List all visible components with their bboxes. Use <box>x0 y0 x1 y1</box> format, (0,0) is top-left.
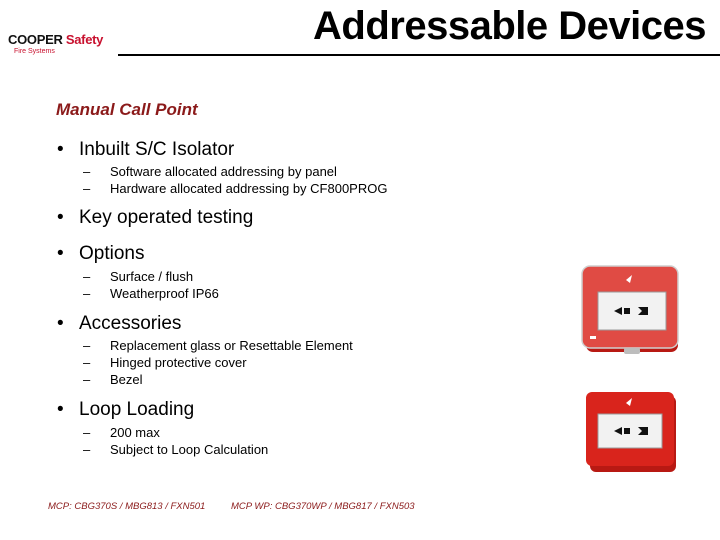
sub-text: Software allocated addressing by panel <box>110 164 337 179</box>
slide-title: Addressable Devices <box>313 4 706 48</box>
bullet-item <box>57 243 144 265</box>
sub-text: Hinged protective cover <box>110 355 247 370</box>
sub-item <box>83 164 337 179</box>
bullet-text: Accessories <box>79 313 182 334</box>
dash-glyph: – <box>83 442 91 457</box>
dash-glyph: – <box>83 181 91 196</box>
cooper-safety-logo <box>8 28 118 68</box>
dash-glyph: – <box>83 269 91 284</box>
sub-item <box>83 425 160 440</box>
sub-text: Surface / flush <box>110 269 194 284</box>
sub-text: Replacement glass or Resettable Element <box>110 338 353 353</box>
sub-text: Bezel <box>110 372 143 387</box>
logo-subtitle: Fire Systems <box>14 48 55 55</box>
mcp-image <box>584 388 680 474</box>
sub-item <box>83 269 193 284</box>
title-rule <box>118 54 720 56</box>
bullet-item <box>57 207 253 229</box>
bullet-item <box>57 139 234 161</box>
logo-safety: Safety <box>65 32 104 47</box>
section-subtitle: Manual Call Point <box>56 100 198 119</box>
dash-glyph: – <box>83 164 91 179</box>
bullet-glyph: • <box>57 399 64 420</box>
dash-glyph: – <box>83 338 91 353</box>
footer-part-numbers-mcp-wp: MCP WP: CBG370WP / MBG817 / FXN503 <box>231 501 415 512</box>
sub-text: Weatherproof IP66 <box>110 286 219 301</box>
sub-item <box>83 355 247 370</box>
sub-item <box>83 338 353 353</box>
bullet-glyph: • <box>57 139 64 160</box>
bullet-item <box>57 399 194 421</box>
dash-glyph: – <box>83 286 91 301</box>
logo-brand: COOPER <box>8 32 63 47</box>
sub-text: 200 max <box>110 425 160 440</box>
sub-text: Subject to Loop Calculation <box>110 442 269 457</box>
sub-item <box>83 286 219 301</box>
bullet-glyph: • <box>57 313 64 334</box>
bullet-text: Inbuilt S/C Isolator <box>79 139 235 160</box>
sub-item <box>83 181 387 196</box>
dash-glyph: – <box>83 425 91 440</box>
bullet-text: Options <box>79 243 145 264</box>
footer-part-numbers-mcp: MCP: CBG370S / MBG813 / FXN501 <box>48 501 206 512</box>
bullet-item <box>57 313 181 335</box>
sub-text: Hardware allocated addressing by CF800PROG <box>110 181 388 196</box>
bullet-glyph: • <box>57 207 64 228</box>
bullet-text: Loop Loading <box>79 399 195 420</box>
bullet-glyph: • <box>57 243 64 264</box>
dash-glyph: – <box>83 355 91 370</box>
mcp-with-cover-image <box>580 262 684 360</box>
logo-wordmark <box>8 32 103 47</box>
dash-glyph: – <box>83 372 91 387</box>
sub-item <box>83 372 143 387</box>
sub-item <box>83 442 268 457</box>
bullet-text: Key operated testing <box>79 207 254 228</box>
